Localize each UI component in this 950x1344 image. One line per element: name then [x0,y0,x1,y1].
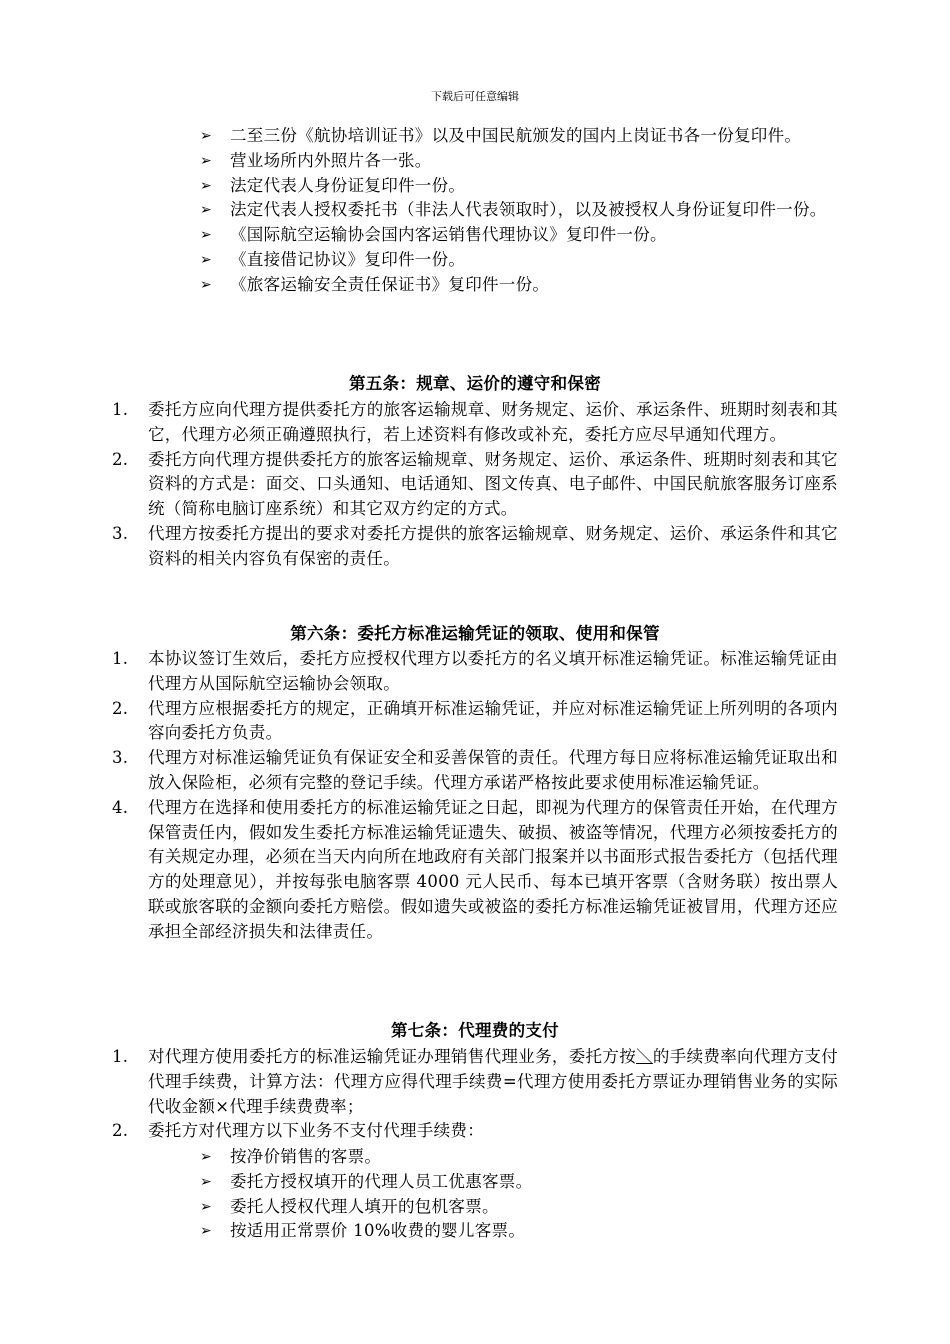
list-item: 2. 委托方对代理方以下业务不支付代理手续费： [112,1121,484,1141]
list-item: ➢ 委托方授权填开的代理人员工优惠客票。 [196,1170,840,1195]
section-6-list [112,647,838,945]
list-item: ➢ 按适用正常票价 10%收费的婴儿客票。 [196,1219,840,1244]
list-item: 2. 委托方向代理方提供委托方的旅客运输规章、财务规定、运价、承运条件、班期时刻表和其它资料的方式是：面交、口头通知、电话通知、图文传真、电子邮件、中国民航旅客服务订座系统（简称电脑订座系统）和其它双方约定的方式。 [112,449,838,519]
required-documents-list [196,124,840,298]
list-item: ➢ 《国际航空运输协会国内客运销售代理协议》复印件一份。 [196,223,840,248]
fee-rate-blank: ＼ [636,1047,653,1066]
arrow-bullet-icon: ➢ [199,202,213,219]
list-item: ➢ 按净价销售的客票。 [196,1145,840,1170]
list-item: ➢ 《旅客运输安全责任保证书》复印件一份。 [196,273,840,298]
section-7-title: 第七条：代理费的支付 [391,1021,559,1040]
section-5-list [112,398,838,572]
list-item: 3. 代理方按委托方提出的要求对委托方提供的旅客运输规章、财务规定、运价、承运条件和其它资料的相关内容负有保密的责任。 [112,523,838,568]
list-item: 2. 代理方应根据委托方的规定，正确填开标准运输凭证，并应对标准运输凭证上所列明的各项内容向委托方负责。 [112,698,838,743]
section-6-title: 第六条：委托方标准运输凭证的领取、使用和保管 [290,624,660,643]
arrow-bullet-icon: ➢ [199,276,213,293]
arrow-bullet-icon: ➢ [199,128,213,144]
list-item: ➢ 法定代表人授权委托书（非法人代表领取时），以及被授权人身份证复印件一份。 [196,198,840,223]
section-7-list [112,1045,838,1144]
arrow-bullet-icon: ➢ [199,251,213,268]
page-header: 下载后可任意编辑 [431,90,519,103]
no-commission-list [196,1145,840,1244]
list-item: ➢ 营业场所内外照片各一张。 [196,149,840,174]
list-item: ➢ 《直接借记协议》复印件一份。 [196,248,840,273]
arrow-bullet-icon: ➢ [199,177,213,194]
arrow-bullet-icon: ➢ [199,1198,213,1215]
arrow-bullet-icon: ➢ [199,227,213,244]
list-item: ➢ 法定代表人身份证复印件一份。 [196,174,840,199]
arrow-bullet-icon: ➢ [199,1149,213,1165]
arrow-bullet-icon: ➢ [199,152,213,169]
list-item: 4. 代理方在选择和使用委托方的标准运输凭证之日起，即视为代理方的保管责任开始，在代理方保管责任内，假如发生委托方标准运输凭证遗失、破损、被盗等情况，代理方必须按委托方的有关规定办理，必须在当天内向所在地政府有关部门报案并以书面形式报告委托方（包括代理方的处理意见），并按每张电脑客票 4000 元人民币、每本已填开客票（含财务联）按出票人联或旅客联的金额向委托方赔偿。假如遗失或被盗的委托方标准运输凭证被冒用，代理方还应承担全部经济损失和法律责任。 [112,797,838,941]
list-item: 1. 委托方应向代理方提供委托方的旅客运输规章、财务规定、运价、承运条件、班期时刻表和其它，代理方必须正确遵照执行，若上述资料有修改或补充，委托方应尽早通知代理方。 [112,400,838,444]
list-item: 1. 本协议签订生效后，委托方应授权代理方以委托方的名义填开标准运输凭证。标准运输凭证由代理方从国际航空运输协会领取。 [112,649,838,693]
section-5-title: 第五条：规章、运价的遵守和保密 [349,374,601,393]
arrow-bullet-icon: ➢ [199,1173,213,1190]
list-item: 3. 代理方对标准运输凭证负有保证安全和妥善保管的责任。代理方每日应将标准运输凭证取出和放入保险柜，必须有完整的登记手续。代理方承诺严格按此要求使用标准运输凭证。 [112,748,838,792]
arrow-bullet-icon: ➢ [199,1223,213,1240]
list-item: 1. 对代理方使用委托方的标准运输凭证办理销售代理业务，委托方按＼的手续费率向代理方支付代理手续费，计算方法：代理方应得代理手续费=代理方使用委托方票证办理销售业务的实际代收金额×代理手续费费率； [112,1047,838,1116]
list-item: ➢ 二至三份《航协培训证书》以及中国民航颁发的国内上岗证书各一份复印件。 [196,124,840,149]
list-item: ➢ 委托人授权代理人填开的包机客票。 [196,1195,840,1220]
